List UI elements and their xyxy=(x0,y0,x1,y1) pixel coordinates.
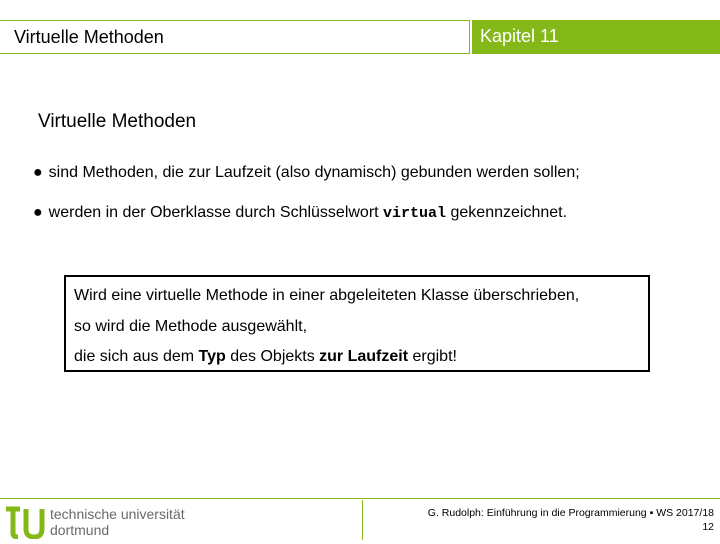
bullet-item-2 xyxy=(33,204,567,222)
bullet-text-end: gekennzeichnet. xyxy=(446,204,568,221)
tu-logo xyxy=(4,505,204,539)
tu-logo-icon xyxy=(4,505,46,539)
bullet-icon: ● xyxy=(33,164,43,181)
box-text: des Objekts xyxy=(225,348,320,365)
logo-line-1: technische universität xyxy=(50,506,185,522)
chapter-label: Kapitel 11 xyxy=(480,26,559,46)
footer-citation: G. Rudolph: Einführung in die Programmierung ▪ WS 2017/18 xyxy=(427,507,714,519)
box-line-1: Wird eine virtuelle Methode in einer abgeleiteten Klasse überschrieben, xyxy=(74,287,580,304)
footer-rule xyxy=(0,498,720,499)
footer-separator xyxy=(362,500,363,540)
code-keyword: virtual xyxy=(383,205,447,222)
bullet-item-1 xyxy=(33,164,580,182)
footer-citation-block xyxy=(428,506,714,534)
box-line-2: so wird die Methode ausgewählt, xyxy=(74,318,308,335)
box-bold-type: Typ xyxy=(198,348,226,365)
bullet-icon: ● xyxy=(33,204,43,221)
box-text: ergibt! xyxy=(408,348,457,365)
chapter-bar xyxy=(472,20,720,54)
box-line-3 xyxy=(74,348,457,366)
header-title: Virtuelle Methoden xyxy=(14,27,164,47)
bullet-text: sind Methoden, die zur Laufzeit (also dynamisch) gebunden werden sollen; xyxy=(48,164,580,181)
highlight-box xyxy=(64,275,650,372)
slide-title: Virtuelle Methoden xyxy=(38,111,197,132)
box-bold-runtime: zur Laufzeit xyxy=(319,348,409,365)
box-text: die sich aus dem xyxy=(74,348,199,365)
logo-line-2: dortmund xyxy=(50,522,110,538)
page-number: 12 xyxy=(702,521,714,533)
bullet-text: werden in der Oberklasse durch Schlüsselwort xyxy=(48,204,384,221)
header-title-bar xyxy=(0,20,470,54)
